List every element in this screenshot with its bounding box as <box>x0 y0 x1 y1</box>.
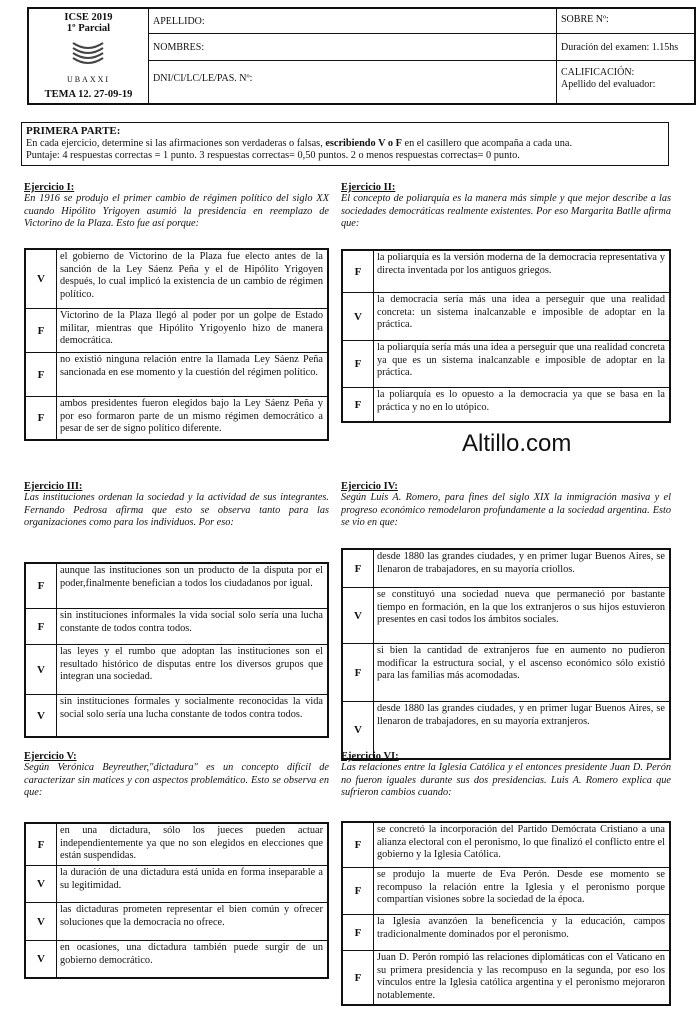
answer-box[interactable]: V <box>26 903 57 940</box>
exercise-title: Ejercicio II: <box>341 182 396 193</box>
table-row <box>343 588 669 644</box>
statement-text: la democracia sería más una idea a perseguir que una realidad concreta: un sistema inalcanzable e imposible de adoptar en la práctica. <box>377 294 665 330</box>
exercise-3-table <box>24 562 329 738</box>
answer-box[interactable]: F <box>343 823 374 867</box>
statement-text: la Iglesia avanzóen la beneficencia y la educación, campos tradicionalmente dominados por el peronismo. <box>377 916 665 940</box>
exam-id-cell <box>29 9 149 103</box>
exercise-2-header <box>341 182 671 231</box>
answer-box[interactable]: V <box>343 293 374 340</box>
section-title: PRIMERA PARTE: <box>26 125 121 137</box>
tema-label: TEMA 12. 27-09-19 <box>44 89 133 100</box>
nombres-field[interactable]: NOMBRES: <box>149 34 556 61</box>
table-row <box>343 823 669 868</box>
table-row <box>343 702 669 758</box>
exercise-4-header <box>341 481 671 530</box>
puntaje-text: Puntaje: 4 respuestas correctas = 1 punto. 3 respuestas correctas= 0,50 puntos. 2 o menos respuestas correctas= 0 punto. <box>26 150 520 161</box>
statement-text: aunque las instituciones son un producto de la disputa por el poder,finalmente benefician a todos los ciudadanos por igual. <box>60 565 323 589</box>
answer-box[interactable]: F <box>26 609 57 644</box>
student-info-cell <box>149 9 557 103</box>
exercise-intro: Las instituciones ordenan la sociedad y la actividad de sus integrantes. Fernando Pedrosa afirma que esto se observa tanto para las organizaciones como para los individuos. Por eso: <box>24 492 329 528</box>
exercise-3-header <box>24 481 329 530</box>
instr-a: En cada ejercicio, determine si las afirmaciones son verdaderas o falsas, <box>26 137 326 149</box>
answer-box[interactable]: V <box>26 941 57 977</box>
table-row <box>26 309 327 353</box>
instr-b: escribiendo V o F <box>325 137 402 149</box>
table-row <box>26 824 327 866</box>
exam-header <box>27 7 696 105</box>
statement-text: las leyes y el rumbo que adoptan las instituciones son el resultado histórico de disputas entre los diversos grupos que integran una sociedad. <box>60 646 323 682</box>
answer-box[interactable]: F <box>343 251 374 292</box>
statement-text: la poliarquía es la versión moderna de la democracia representativa y directa inventada por los antiguos griegos. <box>377 252 665 276</box>
statement-text: en ocasiones, una dictadura también puede surgir de un gobierno democrático. <box>60 942 323 966</box>
statement-text: se constituyó una sociedad nueva que permaneció por bastante tiempo en formación, en la que los extranjeros o sus hijos estuvieron presentes en casi todos los ámbitos sociales. <box>377 589 665 625</box>
answer-box[interactable]: F <box>26 353 57 396</box>
answer-box[interactable]: V <box>343 588 374 643</box>
calificacion-label: CALIFICACIÓN: <box>561 67 635 78</box>
statement-text: sin instituciones informales la vida social solo sería una lucha constante de todos contra todos. <box>60 610 323 634</box>
duracion-label: Duración del examen: 1.15hs <box>557 34 694 61</box>
exercise-1-table <box>24 248 329 441</box>
table-row <box>343 868 669 915</box>
table-row <box>343 550 669 588</box>
table-row <box>26 397 327 439</box>
ubaxxi-logo-icon <box>69 39 107 67</box>
answer-box[interactable]: F <box>343 550 374 587</box>
table-row <box>26 903 327 941</box>
answer-box[interactable]: F <box>343 341 374 387</box>
statement-text: ambos presidentes fueron elegidos bajo la Ley Sáenz Peña y por eso formaron parte de un mismo régimen democrático a pesar de ser de signo político diferente. <box>60 398 323 434</box>
exercise-1-header <box>24 182 329 231</box>
table-row <box>26 941 327 977</box>
exercise-5-header <box>24 751 329 800</box>
answer-box[interactable]: F <box>26 824 57 865</box>
evaluador-label: Apellido del evaluador: <box>561 79 656 90</box>
course-label: ICSE 2019 <box>64 12 113 23</box>
answer-box[interactable]: V <box>26 695 57 736</box>
exercise-intro: Las relaciones entre la Iglesia Católica y el entonces presidente Juan D. Perón no fueron iguales durante sus dos presidencias. Luis A. Romero explica que sufrieron cambios cuando: <box>341 762 671 798</box>
statement-text: las dictaduras prometen representar el bien común y ofrecer soluciones que la democracia no ofrece. <box>60 904 323 928</box>
table-row <box>343 251 669 293</box>
statement-text: Victorino de la Plaza llegó al poder por un golpe de Estado militar, mientras que Hipólito Yrigoyenlo hizo de manera democrática. <box>60 310 323 346</box>
answer-box[interactable]: F <box>26 564 57 608</box>
watermark: Altillo.com <box>462 430 572 457</box>
answer-box[interactable]: F <box>343 915 374 950</box>
exam-label: 1º Parcial <box>66 23 111 34</box>
table-row <box>343 915 669 951</box>
instr-c: en el casillero que acompaña a cada una. <box>401 137 573 149</box>
table-row <box>343 388 669 421</box>
table-row <box>343 341 669 388</box>
exercise-intro: El concepto de poliarquía es la manera más simple y que mejor describe a las sociedades democráticas realmente existentes. Por eso Margarita Batlle afirma que: <box>341 193 671 229</box>
statement-text: desde 1880 las grandes ciudades, y en primer lugar Buenos Aires, se llenaron de trabajadores, en su mayoría extranjeros. <box>377 703 665 727</box>
exercise-title: Ejercicio VI: <box>341 751 399 762</box>
answer-box[interactable]: F <box>343 388 374 421</box>
statement-text: Juan D. Perón rompió las relaciones diplomáticas con el Vaticano en su primera presidencia y las recompuso en la segunda, por eso los vínculos entre la Iglesia católica argentina y el peronismo mejoraron notablemente. <box>377 952 665 1001</box>
table-row <box>26 645 327 695</box>
answer-box[interactable]: V <box>26 250 57 308</box>
exercise-4-table <box>341 548 671 760</box>
statement-text: se concretó la incorporación del Partido Demócrata Cristiano a una alianza electoral con el peronismo, lo que finalizó el conflicto entre el gobierno y la Iglesia Católica. <box>377 824 665 860</box>
exercise-intro: Según Luis A. Romero, para fines del siglo XIX la inmigración masiva y el progreso económico remodelaron profundamente a la sociedad argentina. Esto se vio en que: <box>341 492 671 528</box>
answer-box[interactable]: F <box>343 868 374 914</box>
answer-box[interactable]: V <box>26 645 57 694</box>
answer-box[interactable]: F <box>343 644 374 701</box>
statement-text: sin instituciones formales y socialmente reconocidas la vida social solo sería una lucha constante de todos contra todos. <box>60 696 323 720</box>
answer-box[interactable]: F <box>343 951 374 1004</box>
statement-text: si bien la cantidad de extranjeros fue en aumento no pudieron modificar la estructura social, y el ascenso económico sólo existió para las familias más acomodadas. <box>377 645 665 681</box>
exercise-intro: En 1916 se produjo el primer cambio de régimen político del siglo XX cuando Hipólito Yrigoyen asumió la presidencia en reemplazo de Victorino de la Plaza. Esto fue así porque: <box>24 193 329 229</box>
answer-box[interactable]: V <box>343 702 374 758</box>
statement-text: la poliarquía sería más una idea a perseguir que una realidad concreta ya que es un sistema inalcanzable e imposible de adoptar en la práctica. <box>377 342 665 378</box>
statement-text: no existió ninguna relación entre la llamada Ley Sáenz Peña sancionada en ese momento y la cuestión del régimen político. <box>60 354 323 378</box>
exercise-2-table <box>341 249 671 423</box>
calificacion-cell <box>557 61 694 103</box>
table-row <box>26 695 327 736</box>
table-row <box>26 609 327 645</box>
exercise-5-table <box>24 822 329 979</box>
table-row <box>26 250 327 309</box>
exercise-intro: Según Verónica Beyreuther,"dictadura" es un concepto difícil de caracterizar sin matices y con aspectos problemático. Esto se observa en que: <box>24 762 329 798</box>
table-row <box>343 951 669 1004</box>
instructions-text <box>26 138 664 151</box>
exercise-6-header <box>341 751 671 800</box>
exercise-title: Ejercicio III: <box>24 481 83 492</box>
exam-meta-cell <box>557 9 694 103</box>
statement-text: en una dictadura, sólo los jueces pueden actuar independientemente ya que no son elegidos en elecciones que están suspendidas. <box>60 825 323 861</box>
apellido-field[interactable]: APELLIDO: <box>149 9 556 34</box>
answer-box[interactable]: F <box>26 309 57 352</box>
exercise-title: Ejercicio V: <box>24 751 77 762</box>
answer-box[interactable]: V <box>26 866 57 902</box>
statement-text: se produjo la muerte de Eva Perón. Desde ese momento se recompuso la relación entre la Iglesia y el peronismo porque compartían visiones sobre la sociedad de la época. <box>377 869 665 905</box>
logo-text: UBAXXI <box>66 75 111 84</box>
statement-text: el gobierno de Victorino de la Plaza fue electo antes de la sanción de la Ley Sáenz Peña y el de Hipólito Yrigoyen después, lo cual implicó la existencia de un cambio de régimen político. <box>60 251 323 300</box>
exercise-6-table <box>341 821 671 1006</box>
answer-box[interactable]: F <box>26 397 57 439</box>
table-row <box>26 564 327 609</box>
statement-text: desde 1880 las grandes ciudades, y en primer lugar Buenos Aires, se llenaron de trabajadores, en su mayoría criollos. <box>377 551 665 575</box>
dni-field[interactable]: DNI/CI/LC/LE/PAS. Nº: <box>153 73 253 84</box>
statement-text: la duración de una dictadura está unida en forma inseparable a su legitimidad. <box>60 867 323 891</box>
table-row <box>26 353 327 397</box>
instructions-box <box>21 122 669 166</box>
exercise-title: Ejercicio IV: <box>341 481 398 492</box>
table-row <box>343 644 669 702</box>
table-row <box>26 866 327 903</box>
exercise-title: Ejercicio I: <box>24 182 75 193</box>
table-row <box>343 293 669 341</box>
statement-text: la poliarquía es lo opuesto a la democracia ya que se basa en la práctica y no en lo utópico. <box>377 389 665 413</box>
sobre-field[interactable]: SOBRE Nº: <box>557 9 694 34</box>
